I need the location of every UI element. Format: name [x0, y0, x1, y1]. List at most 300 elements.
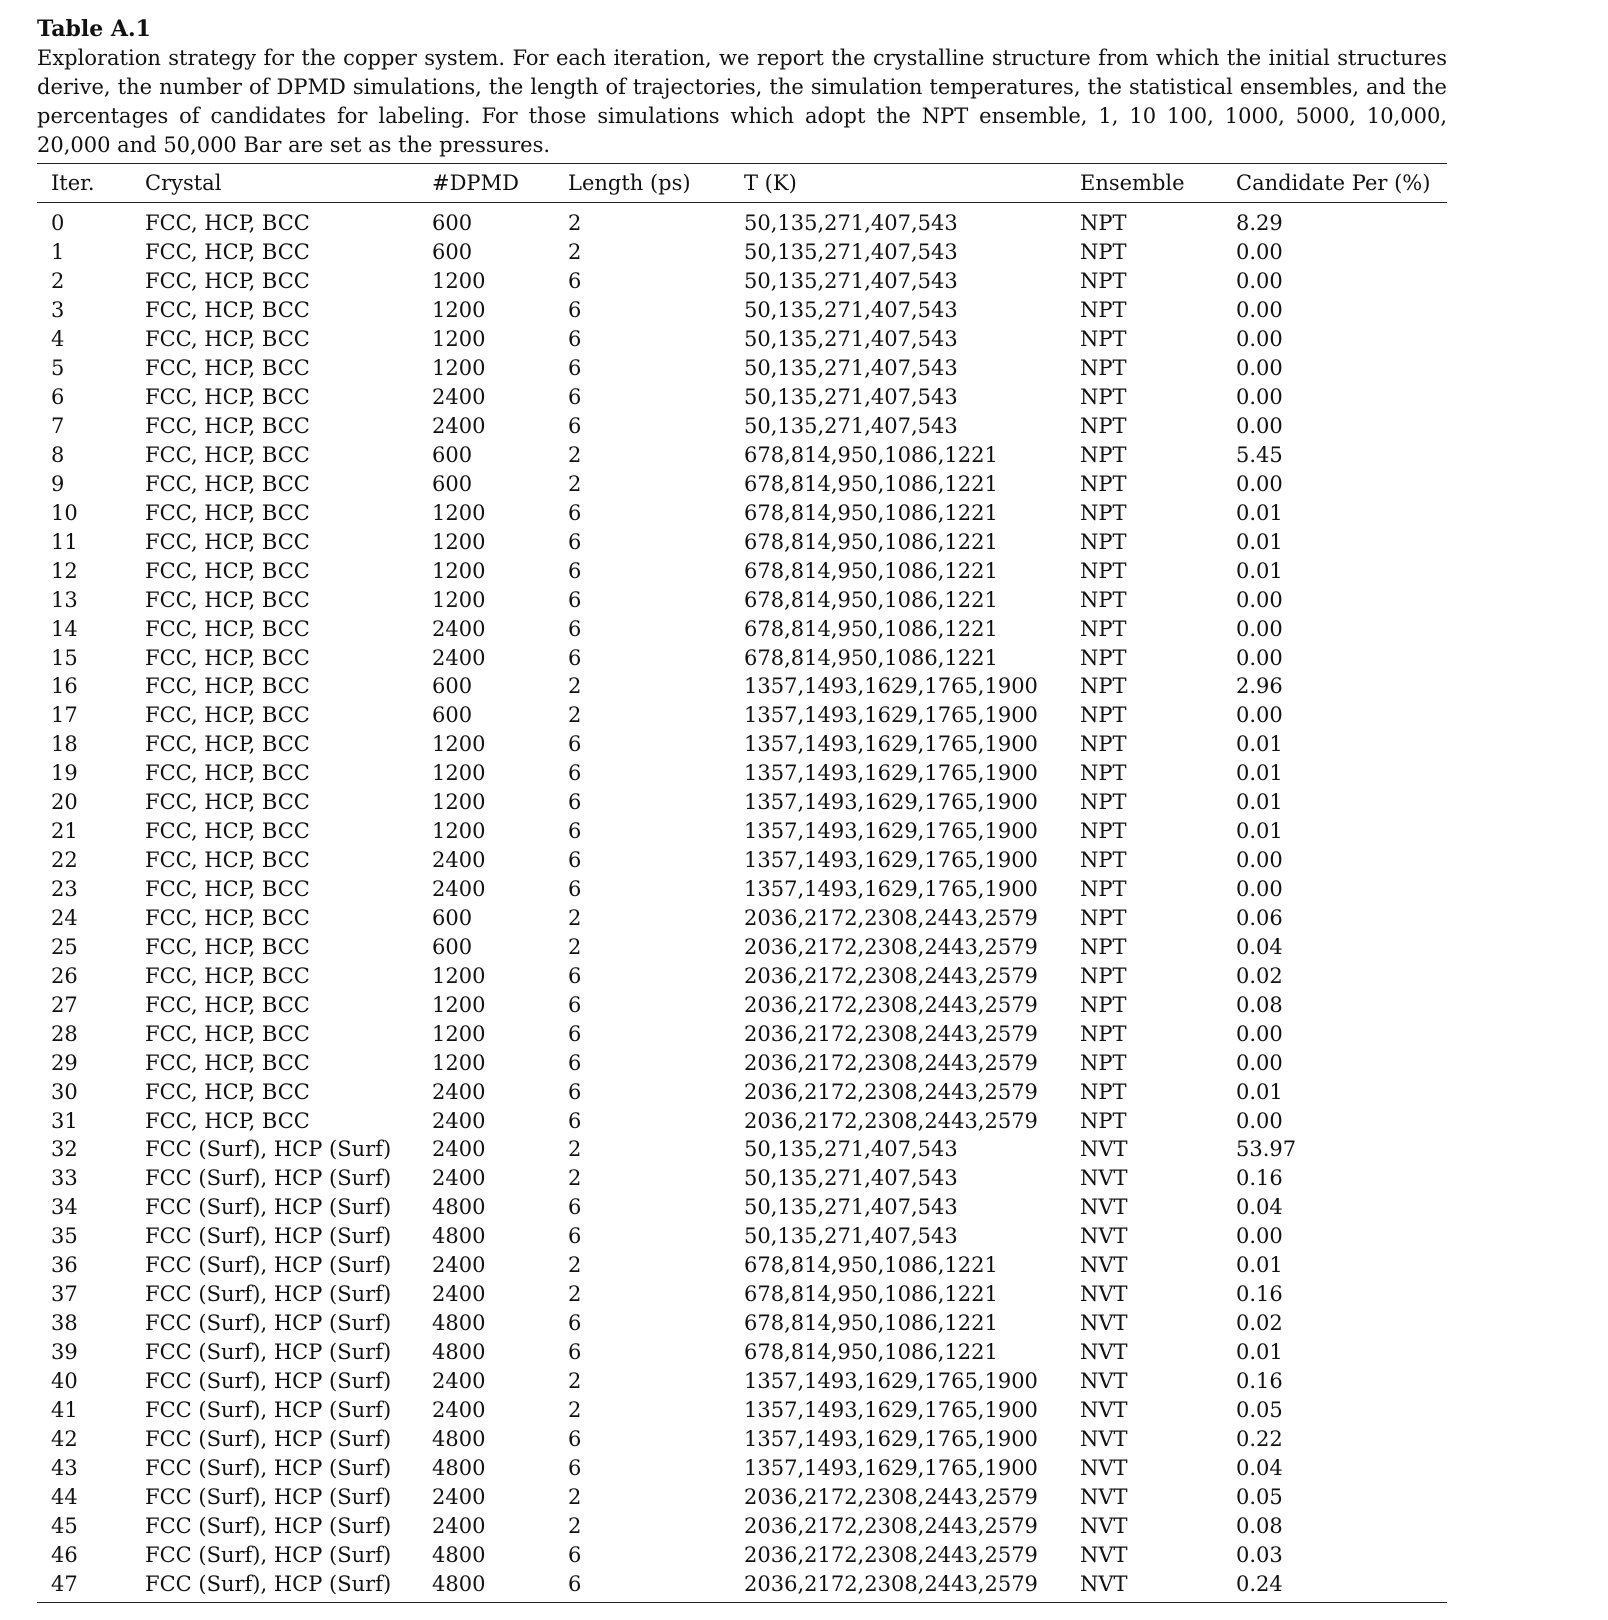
cell-temperature: 50,135,271,407,543	[744, 385, 958, 410]
cell-length: 2	[568, 703, 582, 728]
cell-candidate: 0.00	[1236, 385, 1283, 410]
cell-crystal: FCC (Surf), HCP (Surf)	[145, 1224, 392, 1249]
cell-dpmd: 1200	[432, 1050, 486, 1075]
cell-length: 6	[568, 385, 582, 410]
cell-crystal: FCC, HCP, BCC	[145, 269, 310, 294]
cell-iter: 39	[51, 1340, 78, 1365]
cell-ensemble: NPT	[1080, 934, 1127, 959]
cell-temperature: 678,814,950,1086,1221	[744, 1340, 998, 1365]
cell-candidate: 0.00	[1236, 703, 1283, 728]
cell-ensemble: NPT	[1080, 1108, 1127, 1133]
cell-crystal: FCC, HCP, BCC	[145, 558, 310, 583]
cell-crystal: FCC, HCP, BCC	[145, 819, 310, 844]
cell-candidate: 2.96	[1236, 674, 1283, 699]
cell-dpmd: 2400	[432, 1368, 486, 1393]
cell-iter: 33	[51, 1166, 78, 1191]
cell-temperature: 2036,2172,2308,2443,2579	[744, 1108, 1038, 1133]
column-header-candidate: Candidate Per (%)	[1222, 164, 1447, 203]
cell-ensemble: NVT	[1080, 1224, 1128, 1249]
cell-dpmd: 2400	[432, 616, 486, 641]
table-row	[37, 759, 1447, 788]
cell-candidate: 0.00	[1236, 848, 1283, 873]
cell-dpmd: 2400	[432, 1108, 486, 1133]
header-row	[37, 164, 1447, 203]
table-row	[37, 1280, 1447, 1309]
cell-crystal: FCC (Surf), HCP (Surf)	[145, 1368, 392, 1393]
cell-temperature: 1357,1493,1629,1765,1900	[744, 732, 1038, 757]
cell-length: 6	[568, 1340, 582, 1365]
cell-ensemble: NPT	[1080, 616, 1127, 641]
cell-temperature: 678,814,950,1086,1221	[744, 645, 998, 670]
cell-candidate: 0.00	[1236, 1021, 1283, 1046]
cell-crystal: FCC (Surf), HCP (Surf)	[145, 1397, 392, 1422]
cell-iter: 41	[51, 1397, 78, 1422]
cell-candidate: 0.00	[1236, 414, 1283, 439]
cell-iter: 18	[51, 732, 78, 757]
column-header-temperature: T (K)	[730, 164, 1066, 203]
cell-length: 2	[568, 211, 582, 236]
cell-candidate: 0.00	[1236, 587, 1283, 612]
cell-length: 6	[568, 1195, 582, 1220]
cell-iter: 28	[51, 1021, 78, 1046]
cell-length: 6	[568, 877, 582, 902]
cell-ensemble: NPT	[1080, 1050, 1127, 1075]
cell-candidate: 0.01	[1236, 1340, 1283, 1365]
cell-dpmd: 4800	[432, 1224, 486, 1249]
cell-temperature: 678,814,950,1086,1221	[744, 587, 998, 612]
cell-crystal: FCC, HCP, BCC	[145, 327, 310, 352]
cell-iter: 47	[37, 1569, 131, 1602]
cell-crystal: FCC, HCP, BCC	[145, 240, 310, 265]
cell-dpmd: 4800	[432, 1455, 486, 1480]
table-row	[37, 643, 1447, 672]
cell-candidate: 0.05	[1236, 1397, 1283, 1422]
table-row	[37, 990, 1447, 1019]
cell-length: 2	[568, 1166, 582, 1191]
cell-temperature: 50,135,271,407,543	[744, 1224, 958, 1249]
table-row	[37, 1395, 1447, 1424]
cell-candidate: 0.00	[1236, 1050, 1283, 1075]
cell-dpmd: 2400	[432, 1137, 486, 1162]
cell-iter: 26	[51, 963, 78, 988]
cell-iter: 2	[51, 269, 65, 294]
cell-dpmd: 2400	[432, 1484, 486, 1509]
cell-crystal: FCC (Surf), HCP (Surf)	[145, 1311, 392, 1336]
cell-crystal: FCC, HCP, BCC	[145, 356, 310, 381]
cell-candidate: 0.01	[1236, 790, 1283, 815]
table-row	[37, 1077, 1447, 1106]
table-row	[37, 614, 1447, 643]
cell-dpmd: 2400	[432, 414, 486, 439]
cell-length: 6	[568, 992, 582, 1017]
cell-iter: 42	[51, 1426, 78, 1451]
cell-iter: 20	[51, 790, 78, 815]
cell-dpmd: 4800	[432, 1195, 486, 1220]
cell-length: 6	[568, 819, 582, 844]
cell-length: 6	[568, 761, 582, 786]
cell-iter: 10	[51, 500, 78, 525]
cell-crystal: FCC (Surf), HCP (Surf)	[145, 1542, 392, 1567]
cell-temperature: 2036,2172,2308,2443,2579	[744, 1050, 1038, 1075]
cell-ensemble: NVT	[1080, 1455, 1128, 1480]
cell-iter: 5	[51, 356, 65, 381]
cell-candidate: 0.16	[1236, 1368, 1283, 1393]
table-row	[37, 238, 1447, 267]
cell-ensemble: NPT	[1080, 269, 1127, 294]
cell-candidate: 5.45	[1236, 442, 1283, 467]
cell-candidate: 0.00	[1236, 1108, 1283, 1133]
cell-length: 6	[568, 1050, 582, 1075]
cell-iter: 46	[51, 1542, 78, 1567]
table-row	[37, 527, 1447, 556]
cell-temperature: 678,814,950,1086,1221	[744, 471, 998, 496]
cell-length: 6	[568, 963, 582, 988]
cell-candidate: 0.00	[1236, 471, 1283, 496]
table-row	[37, 1482, 1447, 1511]
table-row	[37, 1193, 1447, 1222]
cell-iter: 15	[51, 645, 78, 670]
table-row	[37, 469, 1447, 498]
cell-ensemble: NPT	[1080, 471, 1127, 496]
cell-temperature: 2036,2172,2308,2443,2579	[744, 1021, 1038, 1046]
cell-length: 6	[568, 269, 582, 294]
cell-ensemble: NPT	[1080, 905, 1127, 930]
cell-dpmd: 1200	[432, 761, 486, 786]
cell-dpmd: 2400	[432, 848, 486, 873]
table-row	[37, 1251, 1447, 1280]
table-row	[37, 932, 1447, 961]
cell-length: 2	[568, 240, 582, 265]
table-row	[37, 1540, 1447, 1569]
cell-candidate: 0.22	[1236, 1426, 1283, 1451]
table-row	[37, 730, 1447, 759]
table-row	[37, 1511, 1447, 1540]
cell-iter: 30	[51, 1079, 78, 1104]
cell-temperature: 50,135,271,407,543	[744, 298, 958, 323]
cell-iter: 9	[51, 471, 65, 496]
cell-iter: 31	[51, 1108, 78, 1133]
cell-length: 6	[568, 1542, 582, 1567]
cell-crystal: FCC, HCP, BCC	[145, 587, 310, 612]
table-row	[37, 1309, 1447, 1338]
cell-temperature: 678,814,950,1086,1221	[744, 616, 998, 641]
cell-temperature: 50,135,271,407,543	[744, 356, 958, 381]
cell-iter: 12	[51, 558, 78, 583]
cell-temperature: 1357,1493,1629,1765,1900	[744, 848, 1038, 873]
cell-length: 6	[568, 1108, 582, 1133]
cell-length: 6	[554, 1569, 730, 1602]
cell-iter: 3	[51, 298, 65, 323]
table-row	[37, 556, 1447, 585]
cell-dpmd: 4800	[432, 1311, 486, 1336]
table-header	[37, 164, 1447, 203]
table-row	[37, 1135, 1447, 1164]
cell-dpmd: 2400	[432, 1253, 486, 1278]
table-figure	[37, 14, 1447, 1603]
cell-ensemble: NPT	[1080, 558, 1127, 583]
cell-crystal: FCC (Surf), HCP (Surf)	[145, 1166, 392, 1191]
cell-dpmd: 600	[432, 674, 473, 699]
cell-temperature: 50,135,271,407,543	[744, 1195, 958, 1220]
column-header-ensemble: Ensemble	[1066, 164, 1222, 203]
cell-dpmd: 1200	[432, 558, 486, 583]
cell-temperature: 2036,2172,2308,2443,2579	[744, 905, 1038, 930]
cell-iter: 32	[51, 1137, 78, 1162]
cell-candidate: 0.01	[1236, 819, 1283, 844]
cell-candidate: 0.04	[1236, 1195, 1283, 1220]
cell-dpmd: 1200	[432, 269, 486, 294]
cell-crystal: FCC, HCP, BCC	[145, 703, 310, 728]
table-row	[37, 788, 1447, 817]
cell-candidate: 0.00	[1236, 1224, 1283, 1249]
cell-crystal: FCC, HCP, BCC	[145, 385, 310, 410]
cell-iter: 34	[51, 1195, 78, 1220]
cell-length: 2	[568, 1282, 582, 1307]
cell-length: 6	[568, 298, 582, 323]
cell-temperature: 50,135,271,407,543	[744, 327, 958, 352]
cell-crystal: FCC (Surf), HCP (Surf)	[145, 1513, 392, 1538]
cell-iter: 43	[51, 1455, 78, 1480]
cell-crystal: FCC, HCP, BCC	[145, 992, 310, 1017]
cell-ensemble: NVT	[1080, 1137, 1128, 1162]
cell-ensemble: NPT	[1080, 848, 1127, 873]
cell-temperature: 1357,1493,1629,1765,1900	[744, 1426, 1038, 1451]
cell-dpmd: 4800	[418, 1569, 554, 1602]
cell-candidate: 0.00	[1236, 240, 1283, 265]
table-body	[37, 203, 1447, 1603]
cell-iter: 17	[51, 703, 78, 728]
cell-length: 6	[568, 558, 582, 583]
cell-length: 6	[568, 356, 582, 381]
cell-candidate: 0.01	[1236, 558, 1283, 583]
cell-crystal: FCC, HCP, BCC	[145, 414, 310, 439]
cell-length: 6	[568, 848, 582, 873]
cell-crystal: FCC (Surf), HCP (Surf)	[145, 1426, 392, 1451]
cell-temperature: 50,135,271,407,543	[744, 1137, 958, 1162]
cell-iter: 40	[51, 1368, 78, 1393]
column-header-dpmd: #DPMD	[418, 164, 554, 203]
cell-dpmd: 1200	[432, 529, 486, 554]
cell-ensemble: NPT	[1080, 385, 1127, 410]
cell-ensemble: NVT	[1080, 1311, 1128, 1336]
cell-iter: 37	[51, 1282, 78, 1307]
table-row	[37, 875, 1447, 904]
cell-candidate: 0.00	[1236, 327, 1283, 352]
cell-crystal: FCC, HCP, BCC	[145, 211, 310, 236]
cell-crystal: FCC (Surf), HCP (Surf)	[145, 1195, 392, 1220]
cell-candidate: 0.00	[1236, 269, 1283, 294]
cell-temperature: 678,814,950,1086,1221	[744, 1253, 998, 1278]
cell-iter: 44	[51, 1484, 78, 1509]
cell-length: 2	[568, 1137, 582, 1162]
cell-dpmd: 2400	[432, 1079, 486, 1104]
cell-ensemble: NPT	[1080, 703, 1127, 728]
cell-length: 2	[568, 1253, 582, 1278]
table-row	[37, 1048, 1447, 1077]
cell-length: 6	[568, 587, 582, 612]
cell-length: 6	[568, 790, 582, 815]
cell-candidate: 0.00	[1236, 877, 1283, 902]
cell-length: 6	[568, 1079, 582, 1104]
cell-ensemble: NPT	[1080, 414, 1127, 439]
cell-candidate: 8.29	[1236, 211, 1283, 236]
cell-candidate: 0.04	[1236, 934, 1283, 959]
cell-crystal: FCC, HCP, BCC	[145, 1079, 310, 1104]
cell-dpmd: 1200	[432, 992, 486, 1017]
cell-crystal: FCC, HCP, BCC	[145, 674, 310, 699]
cell-length: 2	[568, 1397, 582, 1422]
table-row	[37, 1367, 1447, 1396]
cell-ensemble: NPT	[1080, 442, 1127, 467]
table-row	[37, 672, 1447, 701]
cell-ensemble: NPT	[1080, 240, 1127, 265]
table-row	[37, 585, 1447, 614]
cell-candidate: 0.24	[1222, 1569, 1447, 1602]
cell-candidate: 0.03	[1236, 1542, 1283, 1567]
cell-temperature: 678,814,950,1086,1221	[744, 558, 998, 583]
cell-ensemble: NVT	[1080, 1542, 1128, 1567]
cell-candidate: 0.16	[1236, 1166, 1283, 1191]
cell-length: 2	[568, 905, 582, 930]
cell-candidate: 0.01	[1236, 1079, 1283, 1104]
cell-crystal: FCC (Surf), HCP (Surf)	[145, 1137, 392, 1162]
cell-temperature: 1357,1493,1629,1765,1900	[744, 761, 1038, 786]
cell-crystal: FCC, HCP, BCC	[145, 298, 310, 323]
cell-candidate: 0.16	[1236, 1282, 1283, 1307]
cell-candidate: 0.02	[1236, 1311, 1283, 1336]
cell-ensemble: NVT	[1066, 1569, 1222, 1602]
cell-iter: 1	[51, 240, 65, 265]
cell-crystal: FCC, HCP, BCC	[145, 471, 310, 496]
cell-dpmd: 1200	[432, 587, 486, 612]
cell-temperature: 1357,1493,1629,1765,1900	[744, 819, 1038, 844]
cell-ensemble: NPT	[1080, 356, 1127, 381]
cell-candidate: 0.00	[1236, 645, 1283, 670]
cell-crystal: FCC, HCP, BCC	[145, 1108, 310, 1133]
cell-iter: 8	[51, 442, 65, 467]
cell-crystal: FCC, HCP, BCC	[145, 645, 310, 670]
cell-candidate: 0.00	[1236, 298, 1283, 323]
cell-candidate: 0.08	[1236, 1513, 1283, 1538]
cell-ensemble: NPT	[1080, 298, 1127, 323]
cell-temperature: 1357,1493,1629,1765,1900	[744, 674, 1038, 699]
cell-dpmd: 2400	[432, 877, 486, 902]
table-row	[37, 296, 1447, 325]
cell-temperature: 50,135,271,407,543	[744, 269, 958, 294]
cell-candidate: 0.00	[1236, 616, 1283, 641]
cell-length: 6	[568, 645, 582, 670]
cell-candidate: 0.06	[1236, 905, 1283, 930]
cell-dpmd: 1200	[432, 963, 486, 988]
table-row	[37, 412, 1447, 441]
cell-iter: 36	[51, 1253, 78, 1278]
cell-length: 2	[568, 1368, 582, 1393]
cell-ensemble: NVT	[1080, 1340, 1128, 1365]
cell-temperature: 2036,2172,2308,2443,2579	[744, 1079, 1038, 1104]
table-row	[37, 904, 1447, 933]
table-row	[37, 1106, 1447, 1135]
cell-temperature: 1357,1493,1629,1765,1900	[744, 1455, 1038, 1480]
cell-candidate: 0.01	[1236, 761, 1283, 786]
cell-candidate: 0.01	[1236, 500, 1283, 525]
cell-length: 2	[568, 442, 582, 467]
cell-temperature: 50,135,271,407,543	[744, 1166, 958, 1191]
cell-length: 2	[568, 1513, 582, 1538]
cell-iter: 11	[51, 529, 78, 554]
cell-crystal: FCC, HCP, BCC	[145, 905, 310, 930]
cell-crystal: FCC, HCP, BCC	[145, 934, 310, 959]
cell-dpmd: 600	[432, 442, 473, 467]
cell-length: 6	[568, 414, 582, 439]
cell-dpmd: 2400	[432, 645, 486, 670]
cell-dpmd: 4800	[432, 1340, 486, 1365]
cell-crystal: FCC, HCP, BCC	[145, 963, 310, 988]
cell-temperature: 2036,2172,2308,2443,2579	[744, 1513, 1038, 1538]
cell-ensemble: NPT	[1080, 877, 1127, 902]
cell-temperature: 50,135,271,407,543	[744, 240, 958, 265]
cell-dpmd: 600	[432, 934, 473, 959]
table-row	[37, 1019, 1447, 1048]
cell-crystal: FCC, HCP, BCC	[145, 877, 310, 902]
cell-iter: 21	[51, 819, 78, 844]
table-row	[37, 325, 1447, 354]
cell-iter: 19	[51, 761, 78, 786]
cell-ensemble: NPT	[1080, 211, 1127, 236]
cell-dpmd: 2400	[432, 1513, 486, 1538]
cell-temperature: 1357,1493,1629,1765,1900	[744, 1397, 1038, 1422]
table-row	[37, 817, 1447, 846]
cell-length: 6	[568, 1021, 582, 1046]
cell-iter: 7	[51, 414, 65, 439]
cell-ensemble: NPT	[1080, 790, 1127, 815]
cell-length: 6	[568, 1224, 582, 1249]
cell-crystal: FCC, HCP, BCC	[145, 848, 310, 873]
cell-temperature: 2036,2172,2308,2443,2579	[744, 1542, 1038, 1567]
cell-dpmd: 2400	[432, 385, 486, 410]
cell-candidate: 0.08	[1236, 992, 1283, 1017]
cell-dpmd: 2400	[432, 1166, 486, 1191]
cell-candidate: 0.04	[1236, 1455, 1283, 1480]
table-row	[37, 1338, 1447, 1367]
cell-ensemble: NPT	[1080, 1021, 1127, 1046]
cell-length: 6	[568, 500, 582, 525]
column-header-length: Length (ps)	[554, 164, 730, 203]
table-row	[37, 1453, 1447, 1482]
cell-length: 6	[568, 616, 582, 641]
cell-candidate: 53.97	[1236, 1137, 1297, 1162]
cell-dpmd: 1200	[432, 298, 486, 323]
cell-crystal: FCC, HCP, BCC	[145, 500, 310, 525]
cell-dpmd: 600	[432, 240, 473, 265]
cell-crystal: FCC, HCP, BCC	[145, 1021, 310, 1046]
cell-temperature: 678,814,950,1086,1221	[744, 500, 998, 525]
table-row	[37, 267, 1447, 296]
cell-candidate: 0.05	[1236, 1484, 1283, 1509]
cell-iter: 38	[51, 1311, 78, 1336]
cell-ensemble: NVT	[1080, 1484, 1128, 1509]
cell-temperature: 50,135,271,407,543	[744, 211, 958, 236]
cell-temperature: 678,814,950,1086,1221	[744, 1311, 998, 1336]
table-row	[37, 1569, 1447, 1602]
table-row	[37, 1424, 1447, 1453]
cell-iter: 45	[51, 1513, 78, 1538]
cell-temperature: 678,814,950,1086,1221	[744, 1282, 998, 1307]
table-row	[37, 1164, 1447, 1193]
cell-length: 6	[568, 529, 582, 554]
cell-ensemble: NPT	[1080, 1079, 1127, 1104]
cell-dpmd: 1200	[432, 819, 486, 844]
cell-ensemble: NVT	[1080, 1426, 1128, 1451]
